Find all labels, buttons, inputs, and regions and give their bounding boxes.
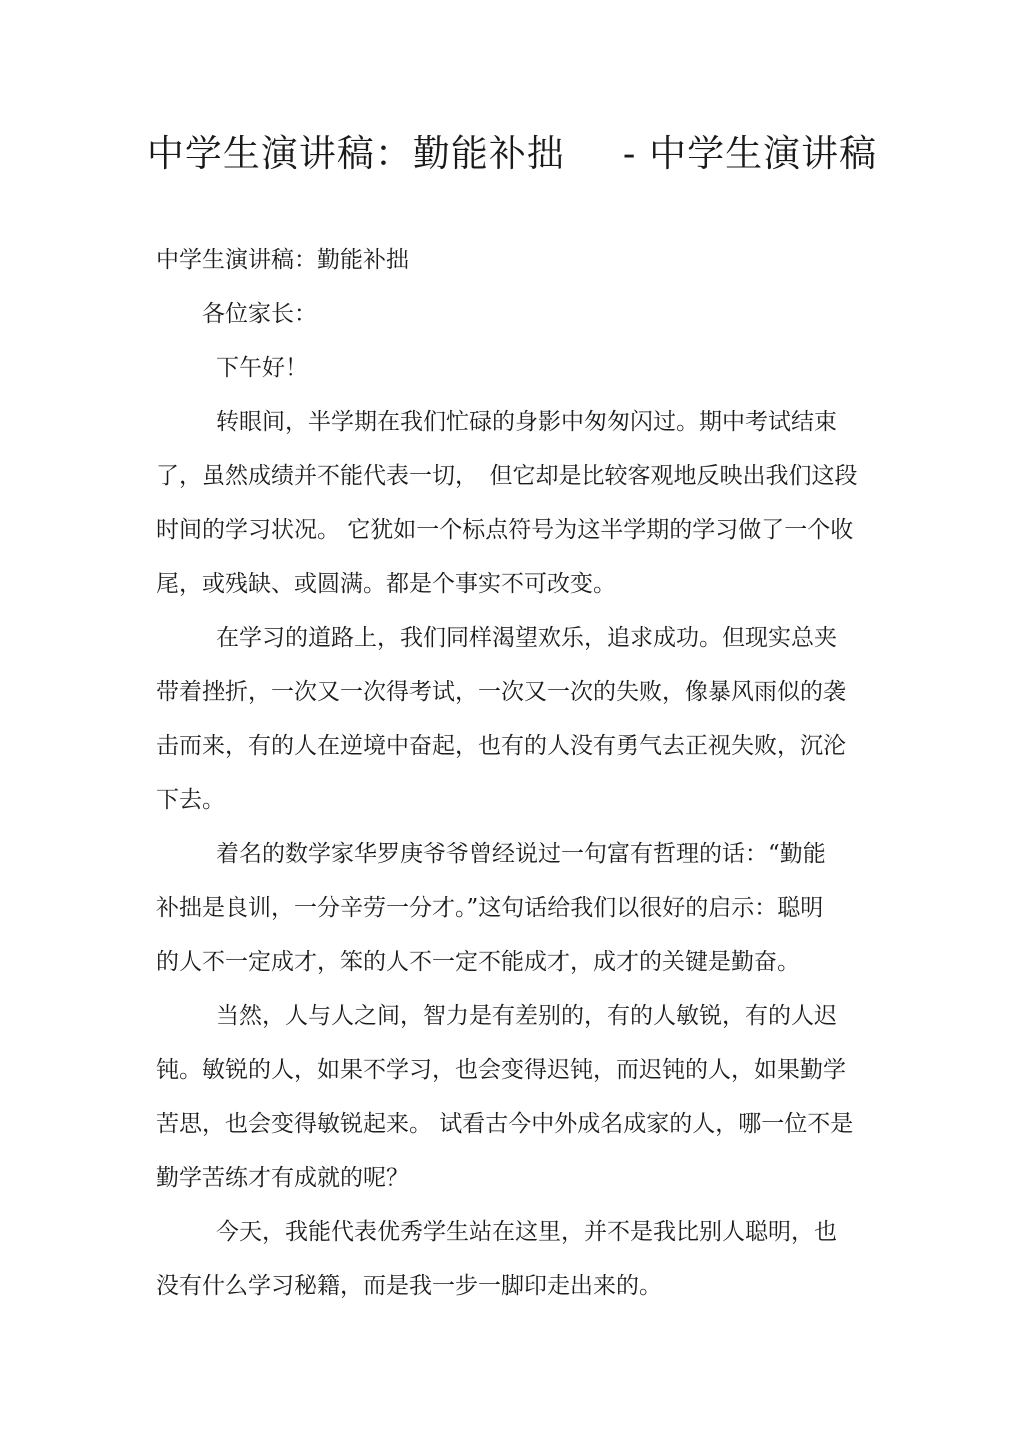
paragraph-line: 转眼间，半学期在我们忙碌的身影中匆匆闪过。期中考试结束 [216, 409, 837, 435]
paragraph-line: 今天，我能代表优秀学生站在这里，并不是我比别人聪明，也 [216, 1219, 837, 1245]
paragraph-line: 时间的学习状况。 它犹如一个标点符号为这半学期的学习做了一个收 [156, 517, 854, 543]
paragraph-line: 苦思，也会变得敏锐起来。 试看古今中外成名成家的人，哪一位不是 [156, 1111, 854, 1137]
paragraph-line: 着名的数学家华罗庚爷爷曾经说过一句富有哲理的话：“勤能 [216, 841, 826, 867]
document-body [156, 233, 856, 1313]
title-main: 中学生演讲稿：勤能补拙 [146, 132, 565, 175]
paragraph-line: 带着挫折，一次又一次得考试，一次又一次的失败，像暴风雨似的袭 [156, 679, 846, 705]
paragraph-line: 击而来，有的人在逆境中奋起，也有的人没有勇气去正视失败，沉沦 [156, 733, 846, 759]
paragraph-4 [156, 989, 856, 1205]
paragraph-line: 的人不一定成才，笨的人不一定不能成才，成才的关键是勤奋。 [156, 949, 800, 975]
paragraph-line: 当然，人与人之间，智力是有差别的，有的人敏锐，有的人迟 [216, 1003, 837, 1029]
paragraph-line: 了，虽然成绩并不能代表一切， 但它却是比较客观地反映出我们这段 [156, 463, 858, 489]
paragraph-line: 在学习的道路上，我们同样渴望欢乐，追求成功。但现实总夹 [216, 625, 837, 651]
paragraph-line: 勤学苦练才有成就的呢？ [156, 1165, 409, 1191]
greeting: 各位家长： [202, 301, 317, 327]
paragraph-line: 没有什么学习秘籍，而是我一步一脚印走出来的。 [156, 1273, 662, 1299]
subtitle: 中学生演讲稿：勤能补拙 [156, 247, 409, 273]
paragraph-line: 尾，或残缺、或圆满。都是个事实不可改变。 [156, 571, 616, 597]
paragraph-1 [156, 395, 856, 611]
salutation: 下午好！ [216, 355, 308, 381]
paragraph-line: 钝。敏锐的人，如果不学习，也会变得迟钝，而迟钝的人，如果勤学 [156, 1057, 846, 1083]
title-suffix: - 中学生演讲稿 [622, 132, 878, 175]
paragraph-line: 下去。 [156, 787, 225, 813]
paragraph-3 [156, 827, 856, 989]
paragraph-line: 补拙是良训，一分辛劳一分才。”这句话给我们以很好的启示：聪明 [156, 895, 824, 921]
paragraph-5 [156, 1205, 856, 1313]
paragraph-2 [156, 611, 856, 827]
document-title [0, 128, 1024, 180]
